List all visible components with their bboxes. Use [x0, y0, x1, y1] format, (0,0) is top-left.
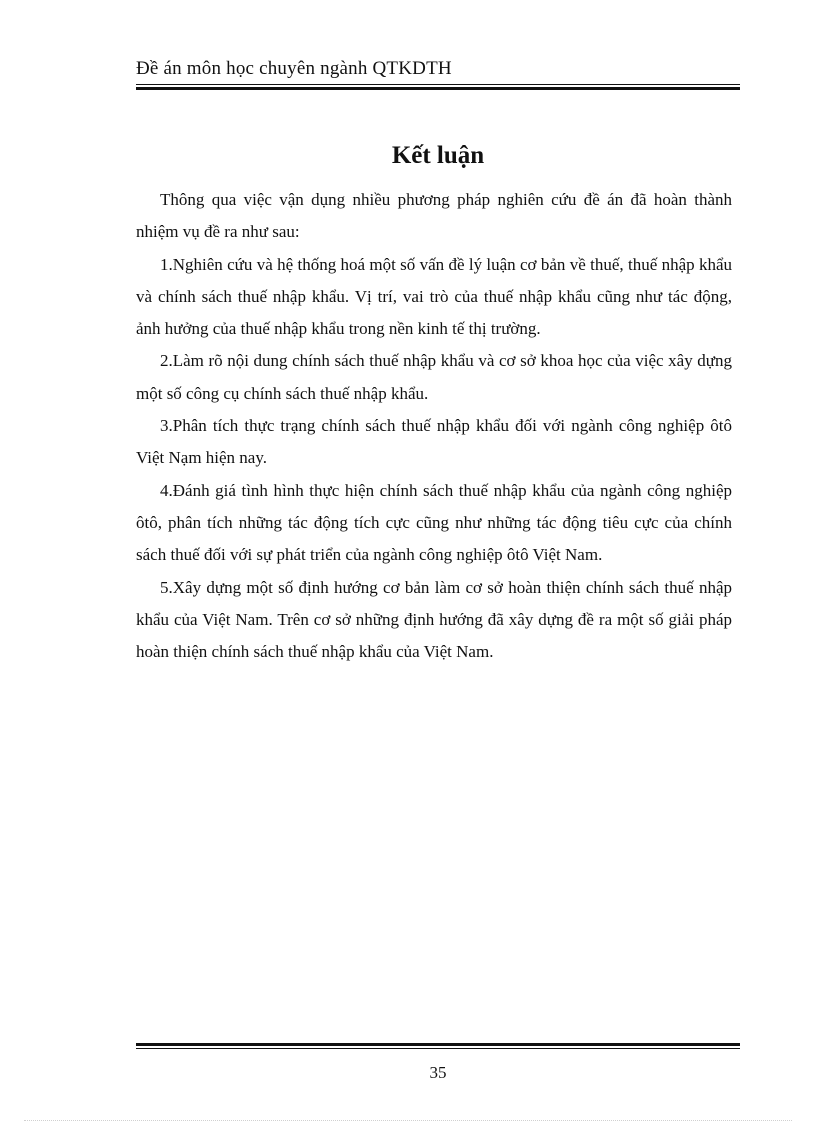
conclusion-item-5: 5.Xây dựng một số định hướng cơ bản làm cơ sở hoàn thiện chính sách thuế nhập khẩu của Việt Nam. Trên cơ sở những định hướng đã xây dựng đề ra một số giải pháp hoàn thiện chính sách thuế nhập khẩu của Việt Nam. — [136, 577, 732, 662]
header-rule-thick — [136, 87, 740, 90]
footer-rule-thin — [136, 1048, 740, 1049]
header-rule-thin — [136, 84, 740, 85]
conclusion-item-2: 2.Làm rõ nội dung chính sách thuế nhập khẩu và cơ sở khoa học của việc xây dựng một số công cụ chính sách thuế nhập khẩu. — [136, 351, 732, 403]
footer-rule-thick — [136, 1043, 740, 1046]
intro-paragraph: Thông qua việc vận dụng nhiều phương pháp nghiên cứu đề án đã hoàn thành nhiệm vụ đề ra như sau: — [136, 190, 732, 242]
header-title: Đề án môn học chuyên ngành QTKDTH — [136, 58, 452, 79]
conclusion-item-4: 4.Đánh giá tình hình thực hiện chính sách thuế nhập khẩu của ngành công nghiệp ôtô, phân tích những tác động tích cực cũng như những tác động tiêu cực của chính sách thuế đối với sự phát triển của ngành công nghiệp ôtô Việt Nam. — [136, 480, 732, 565]
page-number: 35 — [429, 1063, 447, 1082]
conclusion-item-3: 3.Phân tích thực trạng chính sách thuế nhập khẩu đối với ngành công nghiệp ôtô Việt Nạm hiện nay. — [136, 416, 732, 468]
document-body — [136, 184, 732, 668]
conclusion-item-1: 1.Nghiên cứu và hệ thống hoá một số vấn đề lý luận cơ bản về thuế, thuế nhập khẩu và chính sách thuế nhập khẩu. Vị trí, vai trò của thuế nhập khẩu cũng như tác động, ảnh hưởng của thuế nhập khẩu trong nền kinh tế thị trường. — [136, 254, 732, 339]
page-edge-divider — [24, 1120, 792, 1121]
page-title: Kết luận — [391, 142, 485, 169]
